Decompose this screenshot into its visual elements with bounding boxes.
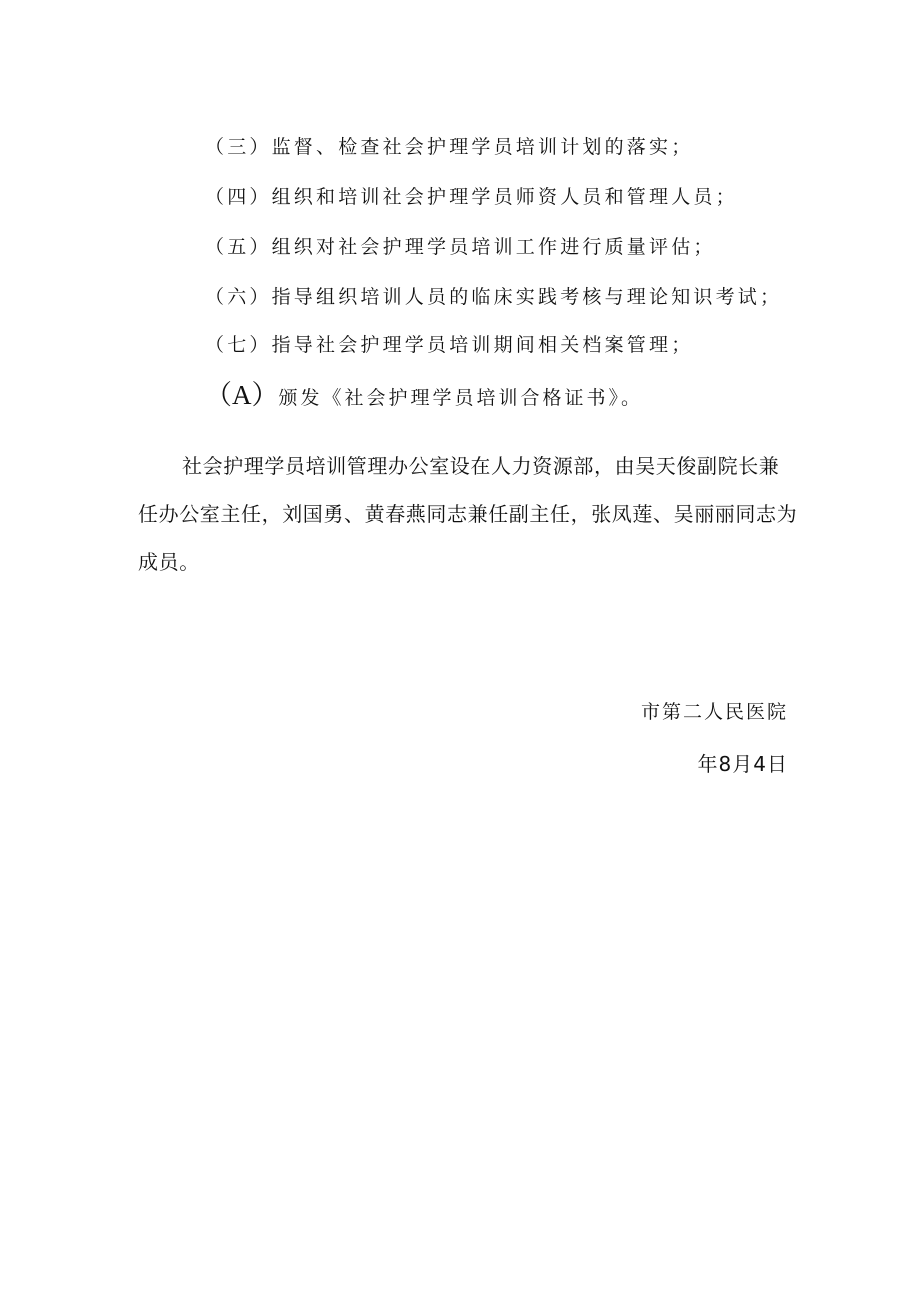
list-item-8 (205, 381, 643, 412)
list-item-4: （四）组织和培训社会护理学员师资人员和管理人员； (205, 186, 738, 208)
signature-org: 市第二人民医院 (640, 701, 788, 723)
body-paragraph-text: 社会护理学员培训管理办公室设在人力资源部，由吴天俊副院长兼任办公室主任，刘国勇、黄春燕同志兼任副主任，张凤莲、吴丽丽同志为成员。 (138, 454, 798, 574)
signature-date: 年8月4日 (697, 752, 788, 776)
list-item-6: （六）指导组织培训人员的临床实践考核与理论知识考试； (205, 286, 783, 308)
list-item-3: （三）监督、检查社会护理学员培训计划的落实； (205, 136, 694, 158)
list-item-8-text: 颁发《社会护理学员培训合格证书》。 (278, 387, 644, 409)
body-paragraph (138, 442, 798, 586)
list-item-8-marker: （A） (205, 380, 279, 410)
list-item-7: （七）指导社会护理学员培训期间相关档案管理； (205, 334, 694, 356)
list-item-5: （五）组织对社会护理学员培训工作进行质量评估； (205, 236, 716, 258)
